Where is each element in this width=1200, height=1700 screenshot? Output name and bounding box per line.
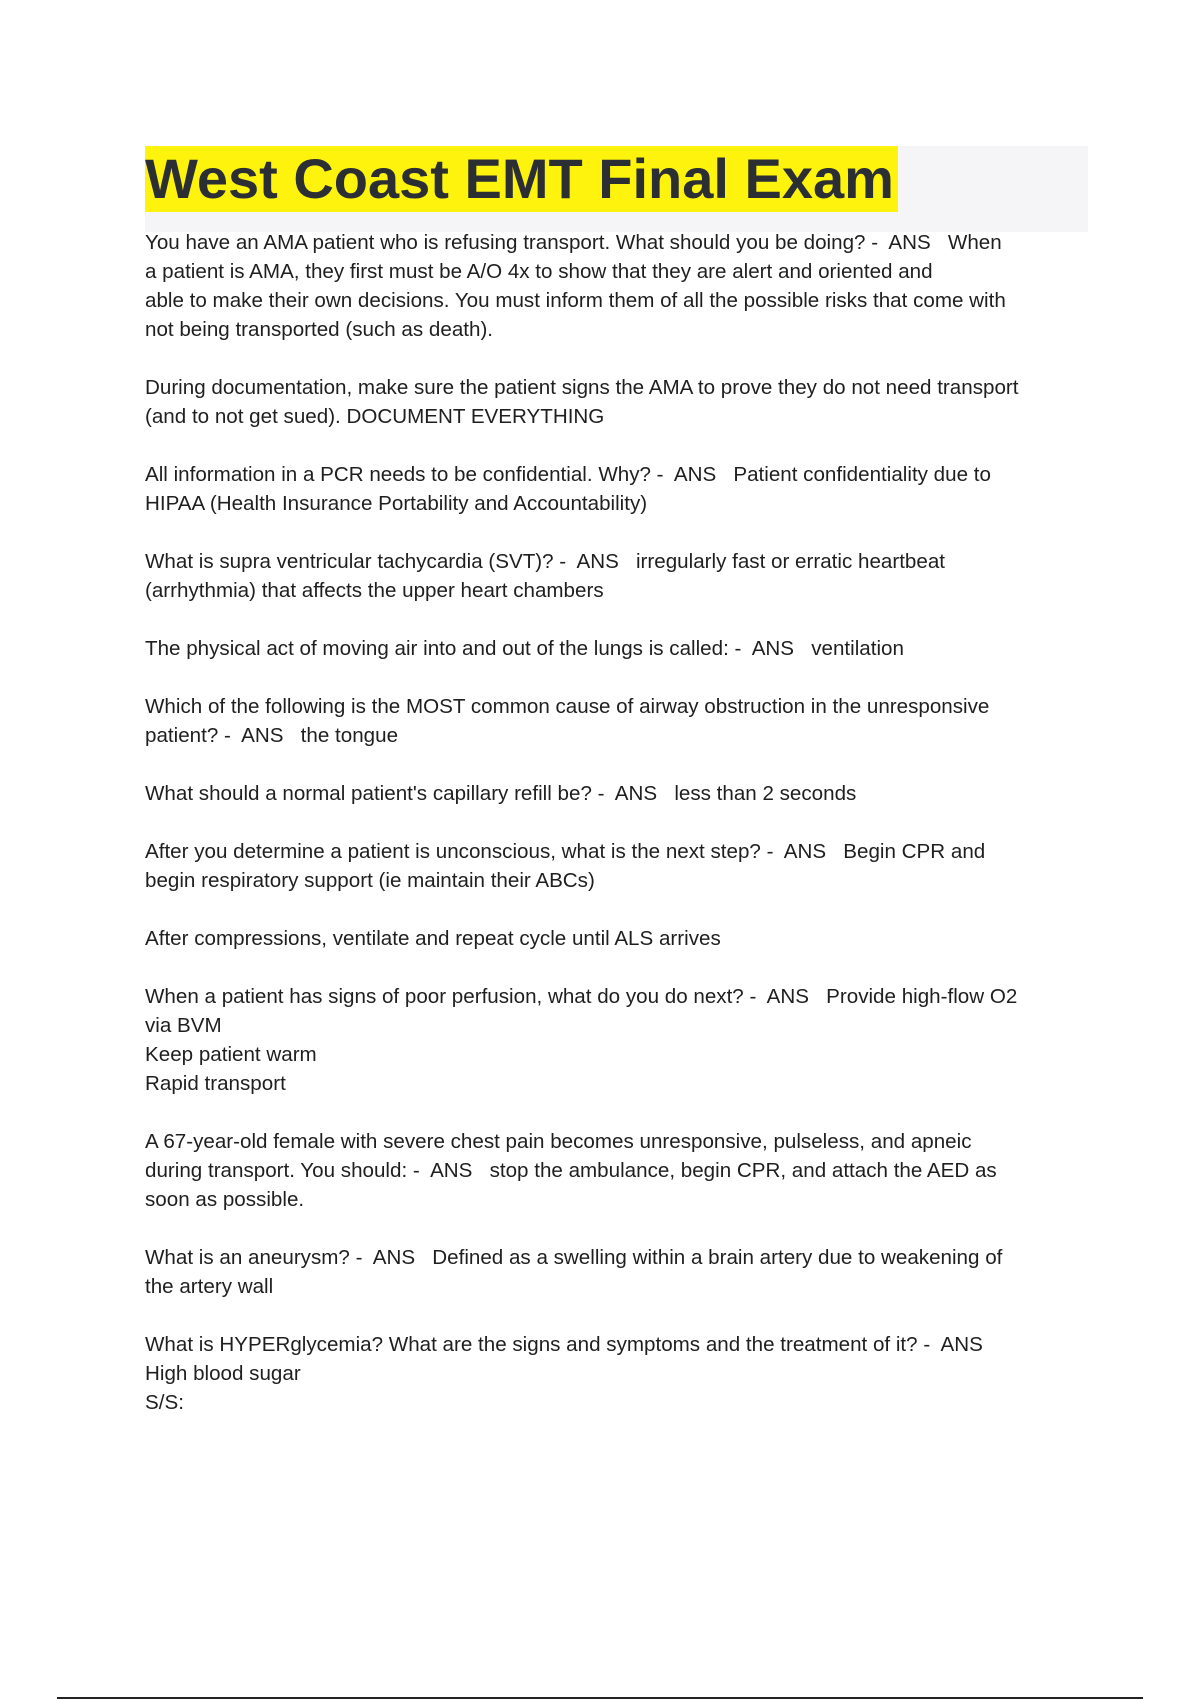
qa-entry — [145, 228, 1091, 344]
qa-entry — [145, 982, 1091, 1098]
qa-text-line: The physical act of moving air into and out of the lungs is called: - ANS ventilation — [145, 637, 904, 660]
qa-text-line: able to make their own decisions. You must inform them of all the possible risks that come with — [145, 289, 1006, 312]
qa-entry — [145, 924, 1091, 953]
qa-text-line: Rapid transport — [145, 1072, 286, 1095]
qa-text-line: patient? - ANS the tongue — [145, 724, 399, 747]
qa-text-line: What is supra ventricular tachycardia (SVT)? - ANS irregularly fast or erratic heartbeat — [145, 550, 946, 573]
qa-text-line: a patient is AMA, they first must be A/O 4x to show that they are alert and oriented and — [145, 260, 933, 283]
qa-text-line: (and to not get sued). DOCUMENT EVERYTHING — [145, 405, 605, 428]
qa-entry — [145, 779, 1091, 808]
qa-entry — [145, 1127, 1091, 1214]
qa-text-line: After compressions, ventilate and repeat cycle until ALS arrives — [145, 927, 721, 950]
qa-text-line: A 67-year-old female with severe chest pain becomes unresponsive, pulseless, and apneic — [145, 1130, 972, 1153]
qa-entry — [145, 547, 1091, 605]
qa-entry — [145, 373, 1091, 431]
qa-text-line: When a patient has signs of poor perfusion, what do you do next? - ANS Provide high-flow O2 — [145, 985, 1018, 1008]
qa-text-line: What is HYPERglycemia? What are the signs and symptoms and the treatment of it? - ANS — [145, 1333, 983, 1356]
qa-text-line: S/S: — [145, 1391, 184, 1414]
qa-text-line: begin respiratory support (ie maintain their ABCs) — [145, 869, 595, 892]
document-title: West Coast EMT Final Exam — [145, 146, 898, 212]
qa-text-line: via BVM — [145, 1014, 222, 1037]
qa-text-line: High blood sugar — [145, 1362, 301, 1385]
qa-text-line: What is an aneurysm? - ANS Defined as a swelling within a brain artery due to weakening of — [145, 1246, 1003, 1269]
qa-text-line: You have an AMA patient who is refusing transport. What should you be doing? - ANS When — [145, 231, 1002, 254]
qa-text-line: After you determine a patient is unconscious, what is the next step? - ANS Begin CPR and — [145, 840, 986, 863]
qa-text-line: Keep patient warm — [145, 1043, 317, 1066]
footer-divider — [57, 1697, 1143, 1699]
qa-text-line: HIPAA (Health Insurance Portability and Accountability) — [145, 492, 648, 515]
qa-text-line: soon as possible. — [145, 1188, 305, 1211]
qa-entry — [145, 1330, 1091, 1417]
qa-text-line: All information in a PCR needs to be confidential. Why? - ANS Patient confidentiality due to — [145, 463, 991, 486]
document-body — [145, 228, 1091, 1446]
qa-text-line: the artery wall — [145, 1275, 274, 1298]
qa-text-line: What should a normal patient's capillary refill be? - ANS less than 2 seconds — [145, 782, 857, 805]
qa-entry — [145, 837, 1091, 895]
qa-text-line: not being transported (such as death). — [145, 318, 494, 341]
qa-text-line: during transport. You should: - ANS stop the ambulance, begin CPR, and attach the AED as — [145, 1159, 997, 1182]
qa-entry — [145, 692, 1091, 750]
qa-entry — [145, 1243, 1091, 1301]
qa-text-line: (arrhythmia) that affects the upper heart chambers — [145, 579, 604, 602]
qa-entry — [145, 634, 1091, 663]
qa-entry — [145, 460, 1091, 518]
qa-text-line: During documentation, make sure the patient signs the AMA to prove they do not need transport — [145, 376, 1019, 399]
qa-text-line: Which of the following is the MOST common cause of airway obstruction in the unresponsive — [145, 695, 990, 718]
